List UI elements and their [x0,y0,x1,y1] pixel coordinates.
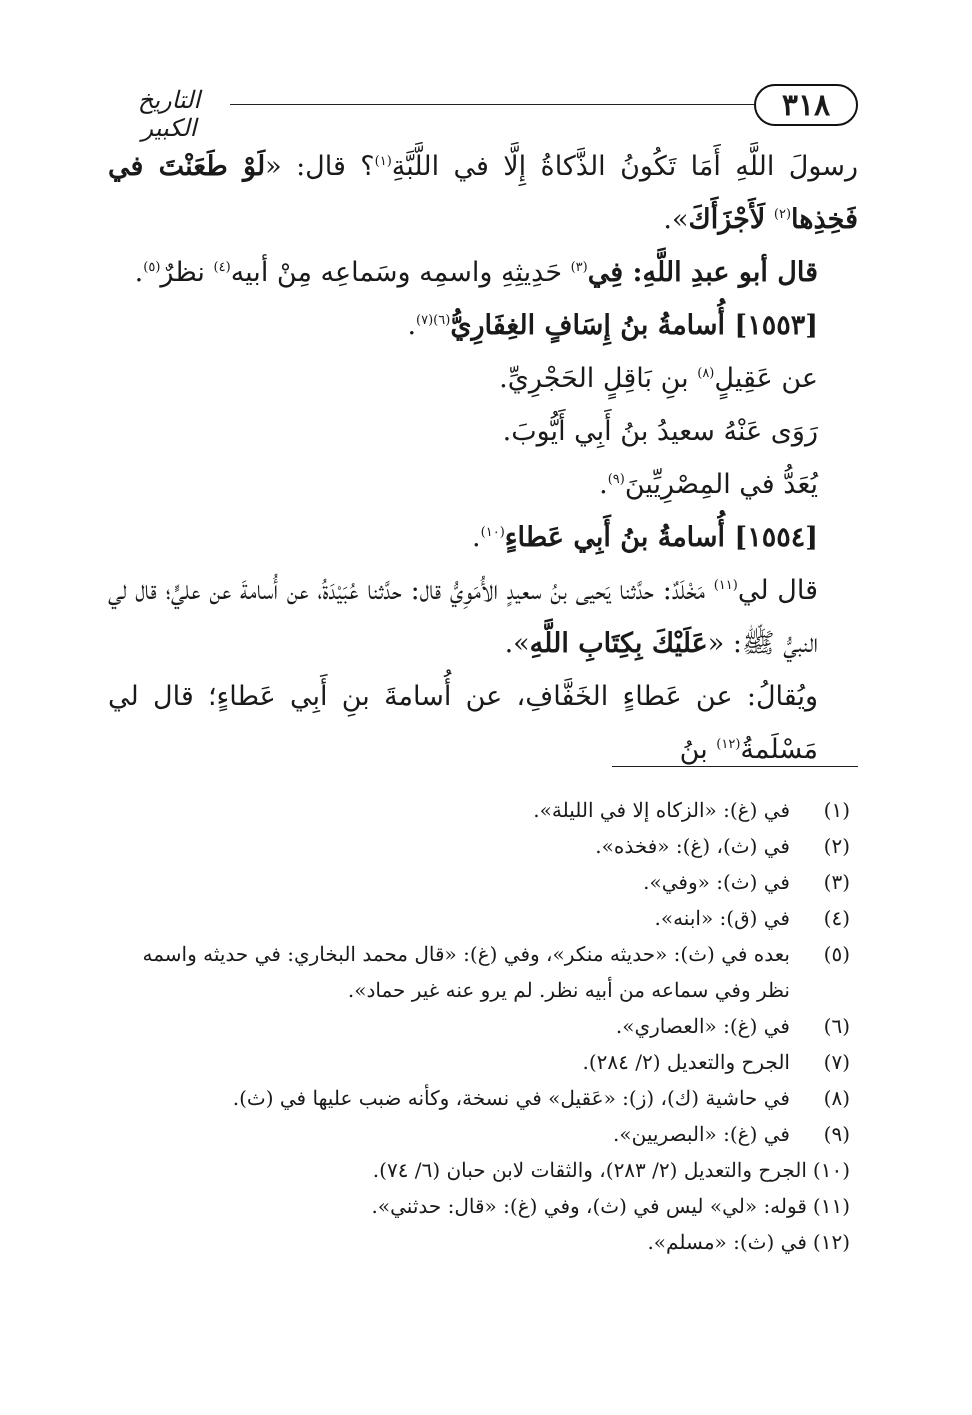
footnote-number: (٦) [823,1014,850,1038]
paragraph-makhlad [108,564,858,670]
text-line: عَلَيْكَ بِكِتَابِ اللَّهِ [529,628,708,659]
footnote-ref: (١) [374,154,392,169]
footnote-item [108,1044,850,1080]
footnote-number: (٧) [823,1050,850,1074]
main-text [108,140,858,776]
text-line: ويُقالُ: عن عَطاءٍ الخَفَّافِ، عن أُسامةَ بنِ أَبِي عَطاءٍ؛ قال لي مَسْلَمةُ [108,681,818,765]
footnote-text: بعده في (ث): «حديثه منكر»، وفي (غ): «قال محمد البخاري: في حديثه واسمه نظر وفي سماعه من أبيه نظر. لم يرو عنه غير حماد». [142,942,790,1002]
paragraph-aqil [108,352,858,405]
footnote-text: في (ث)، (غ): «فخذه». [595,834,790,858]
text-line: عن عَقِيلٍ [714,363,818,394]
entry-heading-1553 [108,299,858,352]
text-line: يُعَدُّ في المِصْرِيِّينَ [624,469,818,500]
paragraph-yuqal [108,670,858,776]
footnote-ref: (٦)(٧) [416,313,451,328]
book-title: التاريخ الكبير [137,86,201,142]
footnote-text: في (غ): «العصاري». [615,1014,790,1038]
footnote-text: قوله: «لي» ليس في (ث)، وفي (غ): «قال: حدثني». [371,1194,807,1218]
text-line: . [134,257,144,288]
text-line: ». [663,204,689,235]
text-line: [١٥٥٣] أُسامةُ بنُ إِسَافٍ الغِفَارِيُّ [450,310,818,341]
footnote-number: (١) [823,798,850,822]
page-number-badge: ٣١٨ [754,84,858,126]
text-line: لَوْ طَعَنْتَ في فَخِذِها [108,151,858,235]
footnote-item [108,828,850,864]
footnotes [108,792,850,1260]
text-line: رَوَى عَنْهُ سعيدُ بنُ أَبِي أَيُّوبَ. [502,416,818,447]
paragraph-riwaya [108,405,858,458]
footnote-ref: (٣) [570,260,588,275]
footnote-item [108,1224,850,1260]
footnote-ref: (١٠) [480,525,505,540]
text-line: . [599,469,608,500]
paragraph-hadith [108,140,858,246]
footnote-text: في (غ): «البصريين». [613,1122,790,1146]
footnote-item [108,864,850,900]
entry-heading-1554 [108,511,858,564]
paragraph-abu-abdullah [108,246,858,299]
footnote-item [108,792,850,828]
footnote-text: الجرح والتعديل (٢/ ٢٨٤). [582,1050,790,1074]
footnote-ref: (١٢) [716,737,741,752]
footnote-number: (٤) [823,906,850,930]
footnote-ref: (١١) [713,578,738,593]
footnote-text: في (ث): «وفي». [643,870,790,894]
text-line: قال لي [737,575,818,606]
header-rule [230,104,754,105]
footnote-ref: (٤) [213,260,231,275]
text-line: حَدِيثِهِ واسمِه وسَماعِه مِنْ أبيه [230,257,571,288]
footnote-number: (٥) [823,942,850,966]
footnote-number: (١٢) [812,1230,850,1254]
footnote-text: الجرح والتعديل (٢/ ٢٨٣)، والثقات لابن حبان (٦/ ٧٤). [372,1158,807,1182]
footnote-item [108,1152,850,1188]
paragraph-yuadd [108,458,858,511]
footnote-number: (٢) [823,834,850,858]
text-line: مَخْلَدٌ: حدَّثنا يَحيى بنُ سعيدٍ الأُمَوِيُّ قال: حدَّثنا عُبَيْدَةُ، عن أُسامةَ عن عليٍّ؛ قال لي النبيُّ ﷺ: « [108,575,818,659]
text-line: لَأَجْزَأَكَ [688,204,766,235]
footnote-number: (٣) [823,870,850,894]
footnote-number: (٩) [823,1122,850,1146]
footnote-item [108,1080,850,1116]
footnote-item [108,1008,850,1044]
footnote-item [108,900,850,936]
footnote-text: في (ث): «مسلم». [647,1230,807,1254]
footnote-text: في (غ): «الزكاه إلا في الليلة». [533,798,790,822]
text-line: بنِ بَاقِلٍ الحَجْرِيِّ. [499,363,698,394]
text-line: . [407,310,417,341]
text-line: قال أبو عبدِ اللَّهِ: فِي [587,257,818,288]
footnote-item [108,936,850,1008]
footnote-number: (١١) [812,1194,850,1218]
footnote-separator [612,766,858,767]
text-line: . [472,522,481,553]
text-line: بنُ [679,734,717,765]
footnote-ref: (٨) [697,366,715,381]
footnote-item [108,1116,850,1152]
footnote-number: (٨) [823,1086,850,1110]
text-line: ». [504,628,530,659]
footnote-ref: (٥) [143,260,161,275]
footnote-item [108,1188,850,1224]
footnote-ref: (٢) [773,207,792,222]
footnote-text: في (ق): «ابنه». [654,906,790,930]
footnote-ref: (٩) [607,472,625,487]
text-line: [١٥٥٤] أُسامةُ بنُ أَبِي عَطاءٍ [504,522,818,553]
footnote-text: في حاشية (ك)، (ز): «عَقيل» في نسخة، وكأنه ضبب عليها في (ث). [232,1086,790,1110]
footnote-number: (١٠) [812,1158,850,1182]
page-header [108,78,858,142]
text-line: ؟ قال: « [265,151,375,182]
text-line: رسولَ اللَّهِ أَمَا تَكُونُ الذَّكاةُ إِلَّا في اللَّبَّةِ [391,151,858,182]
text-line: نظرٌ [160,257,214,288]
